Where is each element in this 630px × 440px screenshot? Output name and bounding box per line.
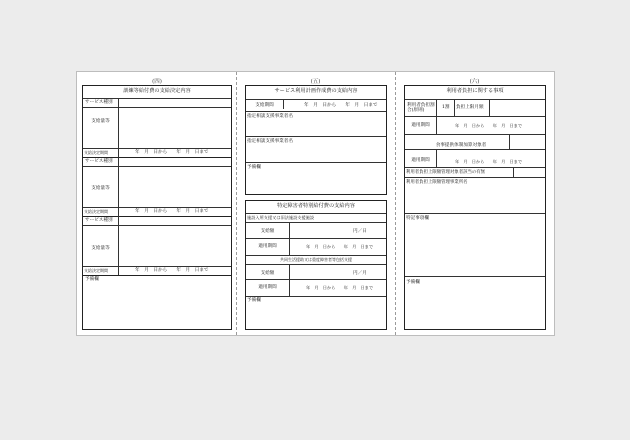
apply-period-label-2: 適用期間	[258, 285, 277, 290]
apply-period-value-1: 年 月 日から 年 月 日まで	[306, 244, 374, 249]
panel-6-notes-label: 予備欄	[406, 280, 420, 285]
special-notes-label: 特記事項欄	[406, 216, 429, 221]
apply-period-label-1: 適用期間	[258, 244, 277, 249]
decision-period-value-3: 年 月 日から 年 月 日まで	[135, 268, 209, 273]
panel-number-4: (四)	[152, 79, 162, 85]
decision-period-value-1: 年 月 日から 年 月 日まで	[135, 150, 209, 155]
panel-6-table	[404, 85, 546, 330]
apply-period-label-6b: 適用期間	[411, 158, 430, 163]
decision-period-value-2: 年 月 日から 年 月 日まで	[135, 209, 209, 214]
amount-label-2: 支給量等	[91, 186, 110, 191]
cap-management-office-label: 利用者負担上限額管理事業所名	[406, 180, 468, 185]
panel-number-6: (六)	[469, 79, 480, 85]
unit-per-month: 円／月	[353, 271, 367, 276]
decision-period-label-3: 支給決定期間	[84, 268, 108, 273]
consult-office-label-1: 指定相談支援事業者名	[247, 114, 293, 119]
provision-period-value: 年 月 日から 年 月 日まで	[304, 103, 378, 108]
panel-4-table	[82, 85, 232, 330]
panel-number-5: (五)	[310, 79, 321, 85]
panel-5-title: サービス利用計画作成費の支給内容	[274, 88, 358, 94]
amount-label-1: 支給量等	[91, 119, 110, 124]
amount-label-3: 支給量等	[91, 246, 110, 251]
provision-period-label: 支給期間	[255, 103, 274, 108]
panel-5-notes2-label: 予備欄	[247, 298, 261, 303]
panel-4-title: 訓練等給付費の支給決定内容	[123, 88, 191, 94]
special-benefit-title: 特定障害者特別給付費の支給内容	[277, 203, 355, 209]
panel-6-title: 利用者負担に関する事項	[446, 88, 504, 94]
burden-ratio-label: 利用者負担割合(原則)	[407, 103, 435, 113]
apply-period-label-6a: 適用期間	[411, 123, 430, 128]
service-type-label-2: サービス種別	[85, 159, 113, 164]
group-living-label: 共同生活援助又は重度障害者等包括支援	[280, 257, 352, 262]
panel-5-notes-label: 予備欄	[247, 165, 261, 170]
panel-4-notes-label: 予備欄	[85, 277, 99, 282]
apply-period-value-6b: 年 月 日から 年 月 日まで	[455, 159, 523, 164]
panel-5-table-bottom	[245, 200, 387, 330]
panel-5-table-top	[245, 85, 387, 195]
burden-ratio-value: 1割	[442, 105, 450, 110]
fold-line-right	[395, 72, 396, 335]
service-type-label-1: サービス種別	[85, 100, 113, 105]
certificate-sheet	[76, 71, 555, 336]
monthly-cap-label: 負担上限月額	[456, 105, 484, 110]
benefit-amount-label-2: 支給額	[260, 271, 275, 276]
consult-office-label-2: 指定相談支援事業者名	[247, 139, 293, 144]
meal-provision-label: 食事提供体制加算対象者	[435, 143, 487, 148]
benefit-amount-label-1: 支給額	[260, 229, 275, 234]
facility-support-label: 施設入所支援又は旧法施設支援施設	[247, 215, 315, 220]
fold-line-left	[236, 72, 237, 335]
service-type-label-3: サービス種別	[85, 218, 113, 223]
decision-period-label-2: 支給決定期間	[84, 209, 108, 214]
unit-per-day: 円／日	[353, 229, 367, 234]
decision-period-label-1: 支給決定期間	[84, 150, 108, 155]
apply-period-value-6a: 年 月 日から 年 月 日まで	[455, 123, 523, 128]
apply-period-value-2: 年 月 日から 年 月 日まで	[306, 285, 374, 290]
cap-management-label: 利用者負担上限額管理対象者該当の有無	[406, 170, 486, 175]
